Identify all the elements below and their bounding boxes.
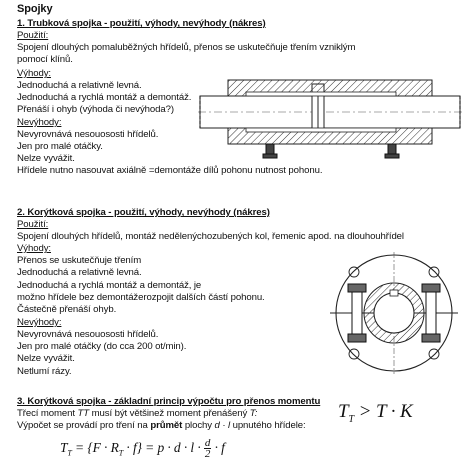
s3-symbol: d · l — [214, 420, 231, 431]
formula-condition: $T_T > T \cdot K$ — [338, 401, 413, 425]
s1-use-line: Spojení dlouhých pomaluběžných hřídelů, přenos se uskutečňuje třením vzniklým — [17, 42, 356, 53]
s2-dis-line: Netlumí rázy. — [17, 366, 72, 377]
s3-symbol: TT — [77, 408, 90, 419]
s1-use-label: Použití: — [17, 30, 49, 41]
s2-dis-label: Nevýhody: — [17, 317, 62, 328]
s2-dis-line: Nelze vyvážit. — [17, 353, 75, 364]
s2-dis-line: Jen pro malé otáčky (do cca 200 ot/min). — [17, 341, 187, 352]
s2-dis-line: Nevyrovnává nesouososti hřídelů. — [17, 329, 159, 340]
s1-adv-label: Výhody: — [17, 68, 51, 79]
s2-use-line: Spojení dlouhých hřídelů, montáž nedělenýchozubených kol, řemenic apod. na dlouhouhřídel — [17, 231, 404, 242]
s2-adv-line: možno hřídele bez demontážerozpojit dalších částí pohonu. — [17, 292, 265, 303]
s3-text: plochy — [182, 420, 215, 431]
s3-line-1 — [17, 408, 257, 420]
section-2-heading: 2. Korýtková spojka - použití, výhody, nevýhody (nákres) — [17, 207, 270, 218]
s3-text: musí být většinež moment přenášený — [89, 408, 250, 419]
section-1-heading: 1. Trubková spojka - použití, výhody, nevýhody (nákres) — [17, 18, 266, 29]
s2-adv-line: Jednoduchá a relativně levná. — [17, 267, 142, 278]
s3-text: Výpočet se provádí pro tření na — [17, 420, 151, 431]
s1-adv-line: Jednoduchá a rychlá montáž a demontáž. — [17, 92, 192, 103]
s2-adv-label: Výhody: — [17, 243, 51, 254]
s1-use-line: pomocí klínů. — [17, 54, 73, 65]
s3-text: Třecí moment — [17, 408, 78, 419]
s1-dis-line: Jen pro malé otáčky. — [17, 141, 103, 152]
s3-bold-text: průmět — [150, 420, 183, 431]
s2-adv-line: Jednoduchá a rychlá montáž a demontáž, je — [17, 280, 202, 291]
s3-line-2 — [17, 420, 306, 432]
section-3-heading: 3. Korýtková spojka - základní princip výpočtu pro přenos momentu — [17, 396, 321, 407]
s3-symbol: T: — [249, 408, 258, 419]
sleeve-coupling-drawing — [198, 62, 462, 166]
s1-adv-line: Přenáší i ohyb (výhoda či nevýhoda?) — [17, 104, 174, 115]
s1-dis-line: Nevyrovnává nesouososti hřídelů. — [17, 129, 159, 140]
s1-dis-line: Nelze vyvážit. — [17, 153, 75, 164]
s2-adv-line: Přenos se uskutečňuje třením — [17, 255, 142, 266]
s2-adv-line: Částečně přenáší ohyb. — [17, 304, 117, 315]
formula-friction-moment: $T_T = \{F \cdot R_T \cdot f\} = p \cdot d \cdot l$ · $\frac{d}{2}$ · f — [60, 437, 225, 461]
s1-dis-label: Nevýhody: — [17, 117, 62, 128]
clamp-coupling-drawing — [326, 250, 462, 376]
s3-text: upnutého hřídele: — [230, 420, 306, 431]
s1-dis-line: Hřídele nutno nasouvat axiálně =demontáže dílů pohonu nutnost pohonu. — [17, 165, 323, 176]
page-title: Spojky — [17, 3, 53, 15]
s1-adv-line: Jednoduchá a relativně levná. — [17, 80, 142, 91]
s2-use-label: Použití: — [17, 219, 49, 230]
